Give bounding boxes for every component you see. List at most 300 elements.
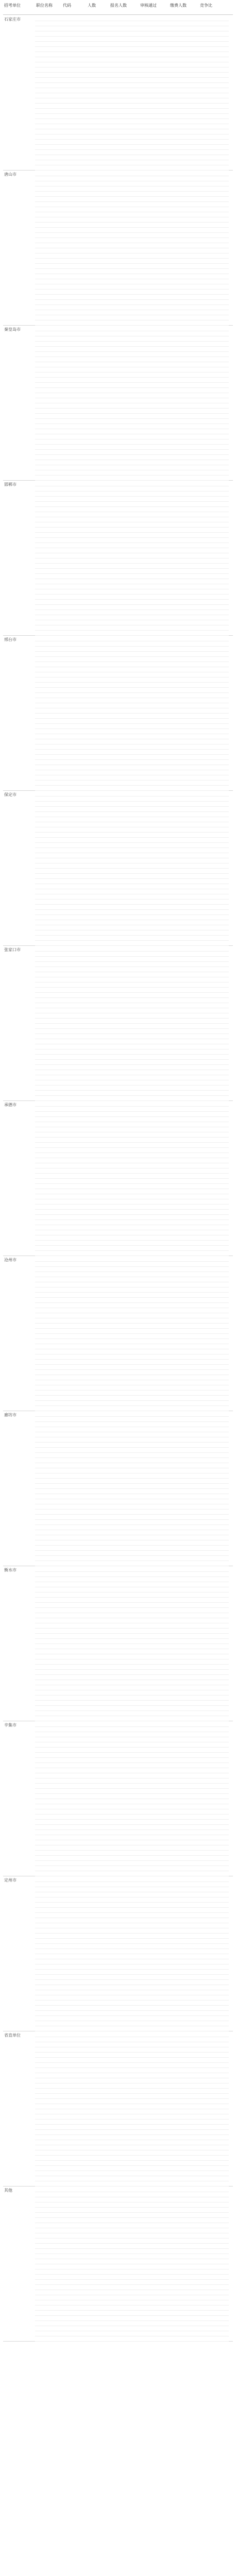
table-row (35, 1354, 236, 1359)
table-row (35, 589, 236, 594)
table-row (35, 1483, 236, 1488)
table-row (35, 527, 236, 532)
table-row (35, 1142, 236, 1147)
table-row (35, 878, 236, 884)
table-row (35, 1380, 236, 1385)
table-row (35, 1535, 236, 1540)
table-row (35, 512, 236, 517)
table-row (35, 398, 236, 403)
table-row (35, 956, 236, 961)
table-row (35, 470, 236, 475)
group-rows (35, 2187, 236, 2341)
table-row (35, 1860, 236, 1866)
table-row (35, 475, 236, 480)
table-row (35, 1954, 236, 1959)
table-row (35, 21, 236, 26)
table-cell (199, 940, 229, 946)
table-row (35, 682, 236, 687)
table-cell (139, 1405, 169, 1411)
table-row (35, 1178, 236, 1183)
table-row (35, 423, 236, 429)
table-cell (199, 2181, 229, 2187)
table-row (35, 770, 236, 775)
table-row (35, 1892, 236, 1897)
table-row (35, 294, 236, 299)
table-row (35, 444, 236, 449)
table-row (35, 1452, 236, 1458)
table-row (35, 1504, 236, 1509)
table-row (35, 418, 236, 423)
table-cell (139, 2336, 169, 2342)
table-row (35, 1163, 236, 1168)
table-header (3, 2, 233, 15)
table-row (35, 1850, 236, 1855)
table-row (35, 972, 236, 977)
table-row (35, 1230, 236, 1235)
table-row (35, 662, 236, 667)
group-label: 其他 (4, 2188, 12, 2193)
table-cell (199, 785, 229, 791)
table-row (35, 310, 236, 315)
table-row (35, 2290, 236, 2295)
table-row (35, 703, 236, 708)
table-row (35, 46, 236, 52)
table-row (35, 253, 236, 258)
table-row (35, 1494, 236, 1499)
table-row (35, 1432, 236, 1437)
table-row (35, 201, 236, 207)
table-row (35, 1752, 236, 1757)
table-row (35, 1990, 236, 1995)
table-cell (199, 2336, 229, 2342)
table-row (35, 604, 236, 609)
table-row (35, 1411, 236, 1416)
table-cell (35, 940, 62, 946)
table-row (35, 1597, 236, 1602)
table-cell (139, 1095, 169, 1101)
table-row (35, 925, 236, 930)
table-group (3, 15, 233, 171)
table-row (35, 2248, 236, 2253)
table-row (35, 1623, 236, 1628)
table-row (35, 1907, 236, 1912)
table-row (35, 1256, 236, 1261)
table-row (35, 1819, 236, 1824)
table-row (35, 548, 236, 553)
group-label: 省直单位 (4, 2033, 21, 2038)
table-cell (199, 2026, 229, 2031)
group-label: 张家口市 (4, 947, 21, 952)
table-group (3, 326, 233, 481)
table-row (35, 1447, 236, 1452)
table-row (35, 1183, 236, 1189)
table-cell (87, 1095, 109, 1101)
table-cell (169, 785, 199, 791)
table-row (35, 749, 236, 754)
table-row (35, 1654, 236, 1659)
table-row (35, 460, 236, 465)
table-row (35, 1613, 236, 1618)
table-row (35, 1364, 236, 1369)
table-cell (35, 165, 62, 171)
table-cell (62, 320, 87, 326)
table-cell (199, 1561, 229, 1566)
table-row (35, 1277, 236, 1282)
table-row (35, 2062, 236, 2067)
table-row (35, 1008, 236, 1013)
table-row (35, 139, 236, 144)
table-row (35, 1168, 236, 1173)
table-row (35, 1209, 236, 1214)
table-row (35, 326, 236, 331)
table-row (35, 88, 236, 93)
table-row (35, 817, 236, 822)
table-row (35, 393, 236, 398)
table-row (35, 1070, 236, 1075)
table-row (35, 2047, 236, 2052)
table-row (35, 1773, 236, 1778)
group-label: 定州市 (4, 1878, 16, 1883)
table-row (35, 920, 236, 925)
table-row (35, 2057, 236, 2062)
group-rows (35, 481, 236, 635)
table-row (35, 1375, 236, 1380)
table-row (35, 207, 236, 212)
table-cell (35, 1561, 62, 1566)
group-rows (35, 15, 236, 170)
table-row (35, 1085, 236, 1090)
table-row (35, 630, 236, 635)
table-row (35, 568, 236, 573)
table-row (35, 320, 236, 325)
table-row (35, 801, 236, 806)
table-row (35, 217, 236, 222)
table-row (35, 2134, 236, 2140)
table-row (35, 1049, 236, 1054)
table-cell (87, 2336, 109, 2342)
table-row (35, 744, 236, 749)
table-row (35, 2274, 236, 2279)
table-cell (109, 1250, 139, 1256)
table-row (35, 1995, 236, 2000)
table-row (35, 1985, 236, 1990)
table-row (35, 982, 236, 987)
table-cell (169, 320, 199, 326)
table-row (35, 1427, 236, 1432)
table-cell (109, 785, 139, 791)
table-row (35, 408, 236, 413)
table-row (35, 144, 236, 149)
table-row (35, 2253, 236, 2259)
table-row (35, 1840, 236, 1845)
table-row (35, 1302, 236, 1308)
table-row (35, 1219, 236, 1225)
table-row (35, 2300, 236, 2305)
table-row (35, 1710, 236, 1716)
table-cell (35, 630, 62, 636)
table-row (35, 1132, 236, 1137)
table-row (35, 36, 236, 41)
table-row (35, 904, 236, 909)
table-row (35, 129, 236, 134)
table-row (35, 651, 236, 656)
table-row (35, 486, 236, 491)
table-row (35, 2176, 236, 2181)
table-cell (169, 1250, 199, 1256)
table-group (3, 2031, 233, 2187)
table-row (35, 1235, 236, 1240)
table-row (35, 734, 236, 739)
table-row (35, 1245, 236, 1250)
table-row (35, 1943, 236, 1948)
table-row (35, 858, 236, 863)
table-row (35, 1814, 236, 1819)
table-row (35, 2202, 236, 2207)
table-row (35, 2098, 236, 2104)
table-row (35, 2279, 236, 2284)
table-row (35, 1023, 236, 1028)
table-row (35, 26, 236, 31)
table-row (35, 641, 236, 646)
table-row (35, 315, 236, 320)
table-cell (35, 785, 62, 791)
table-row (35, 1416, 236, 1421)
table-row (35, 1866, 236, 1871)
table-cell (109, 2026, 139, 2031)
table-row (35, 1101, 236, 1106)
table-row (35, 1153, 236, 1158)
table-row (35, 863, 236, 868)
table-cell (169, 475, 199, 481)
table-row (35, 1664, 236, 1669)
table-row (35, 72, 236, 77)
table-cell (87, 1716, 109, 1721)
table-row (35, 362, 236, 367)
table-row (35, 1582, 236, 1587)
table-row (35, 1912, 236, 1918)
table-group (3, 946, 233, 1101)
table-row (35, 1488, 236, 1494)
table-row (35, 1726, 236, 1732)
table-row (35, 1705, 236, 1710)
table-row (35, 1762, 236, 1768)
table-cell (139, 1871, 169, 1876)
table-row (35, 171, 236, 176)
table-row (35, 723, 236, 728)
table-cell (199, 320, 229, 326)
table-row (35, 1250, 236, 1256)
table-row (35, 2124, 236, 2129)
table-row (35, 594, 236, 599)
table-row (35, 1680, 236, 1685)
table-row (35, 191, 236, 196)
table-row (35, 951, 236, 956)
table-row (35, 299, 236, 304)
table-row (35, 1075, 236, 1080)
table-cell (139, 1250, 169, 1256)
table-cell (87, 2026, 109, 2031)
table-row (35, 1328, 236, 1333)
table-cell (169, 2336, 199, 2342)
table-cell (139, 630, 169, 636)
table-cell (35, 1871, 62, 1876)
table-row (35, 2217, 236, 2223)
table-cell (109, 475, 139, 481)
table-row (35, 532, 236, 537)
table-row (35, 2192, 236, 2197)
table-row (35, 765, 236, 770)
table-row (35, 1297, 236, 1302)
table-row (35, 372, 236, 377)
table-row (35, 1969, 236, 1974)
table-cell (109, 2181, 139, 2187)
table-row (35, 667, 236, 672)
table-row (35, 1933, 236, 1938)
table-row (35, 1473, 236, 1478)
table-row (35, 967, 236, 972)
table-row (35, 930, 236, 935)
table-row (35, 1028, 236, 1033)
table-row (35, 118, 236, 124)
table-row (35, 1199, 236, 1204)
table-row (35, 1829, 236, 1835)
table-row (35, 1587, 236, 1592)
table-row (35, 232, 236, 238)
table-cell (62, 630, 87, 636)
table-row (35, 1018, 236, 1023)
table-row (35, 848, 236, 853)
table-row (35, 553, 236, 558)
table-row (35, 1147, 236, 1153)
table-row (35, 1090, 236, 1095)
table-row (35, 977, 236, 982)
table-row (35, 1458, 236, 1463)
table-row (35, 517, 236, 522)
table-row (35, 429, 236, 434)
table-row (35, 1555, 236, 1561)
table-group (3, 1566, 233, 1721)
table-row (35, 796, 236, 801)
table-row (35, 1173, 236, 1178)
table-cell (62, 1871, 87, 1876)
table-row (35, 62, 236, 67)
table-row (35, 1742, 236, 1747)
table-row (35, 2207, 236, 2212)
table-row (35, 1577, 236, 1582)
table-cell (199, 475, 229, 481)
table-row (35, 2005, 236, 2010)
table-row (35, 692, 236, 698)
table-row (35, 367, 236, 372)
table-row (35, 1793, 236, 1799)
table-row (35, 491, 236, 496)
table-cell (62, 475, 87, 481)
table-row (35, 1876, 236, 1882)
table-row (35, 98, 236, 103)
table-row (35, 1607, 236, 1613)
table-cell (62, 2026, 87, 2031)
table-cell (109, 1716, 139, 1721)
table-row (35, 1033, 236, 1039)
table-row (35, 1519, 236, 1524)
table-row (35, 609, 236, 615)
table-row (35, 1700, 236, 1705)
table-cell (62, 1561, 87, 1566)
table-row (35, 1323, 236, 1328)
table-row (35, 1240, 236, 1245)
table-row (35, 822, 236, 827)
table-row (35, 1788, 236, 1793)
table-row (35, 1013, 236, 1018)
table-row (35, 2295, 236, 2300)
table-row (35, 873, 236, 878)
table-cell (87, 630, 109, 636)
table-row (35, 1405, 236, 1411)
table-row (35, 1804, 236, 1809)
table-row (35, 2223, 236, 2228)
table-cell (199, 1250, 229, 1256)
table-row (35, 1628, 236, 1633)
table-row (35, 780, 236, 785)
table-row (35, 1369, 236, 1375)
table-cell (139, 2181, 169, 2187)
table-row (35, 1959, 236, 1964)
table-row (35, 336, 236, 341)
table-row (35, 346, 236, 351)
table-row (35, 672, 236, 677)
table-row (35, 842, 236, 848)
table-row (35, 2187, 236, 2192)
table-row (35, 1545, 236, 1550)
group-rows (35, 326, 236, 480)
table-cell (87, 475, 109, 481)
table-row (35, 2181, 236, 2186)
table-row (35, 481, 236, 486)
table-cell (169, 2026, 199, 2031)
table-row (35, 1478, 236, 1483)
table-row (35, 113, 236, 118)
group-rows (35, 1566, 236, 1721)
table-row (35, 1592, 236, 1597)
table-row (35, 2031, 236, 2037)
group-rows (35, 636, 236, 790)
table-group (3, 1721, 233, 1876)
table-row (35, 1442, 236, 1447)
table-row (35, 413, 236, 418)
table-cell (62, 940, 87, 946)
table-row (35, 258, 236, 263)
table-row (35, 677, 236, 682)
table-cell (169, 1095, 199, 1101)
table-row (35, 1116, 236, 1122)
table-cell (62, 1716, 87, 1721)
table-row (35, 382, 236, 387)
table-row (35, 2042, 236, 2047)
table-row (35, 636, 236, 641)
table-group (3, 1256, 233, 1411)
table-row (35, 181, 236, 186)
table-row (35, 1747, 236, 1752)
table-row (35, 52, 236, 57)
group-label: 衡水市 (4, 1568, 16, 1572)
table-row (35, 274, 236, 279)
table-row (35, 155, 236, 160)
table-cell (109, 1405, 139, 1411)
group-label: 秦皇岛市 (4, 327, 21, 332)
table-row (35, 387, 236, 393)
table-row (35, 2093, 236, 2098)
header-cell: 缴费人数 (170, 3, 187, 8)
